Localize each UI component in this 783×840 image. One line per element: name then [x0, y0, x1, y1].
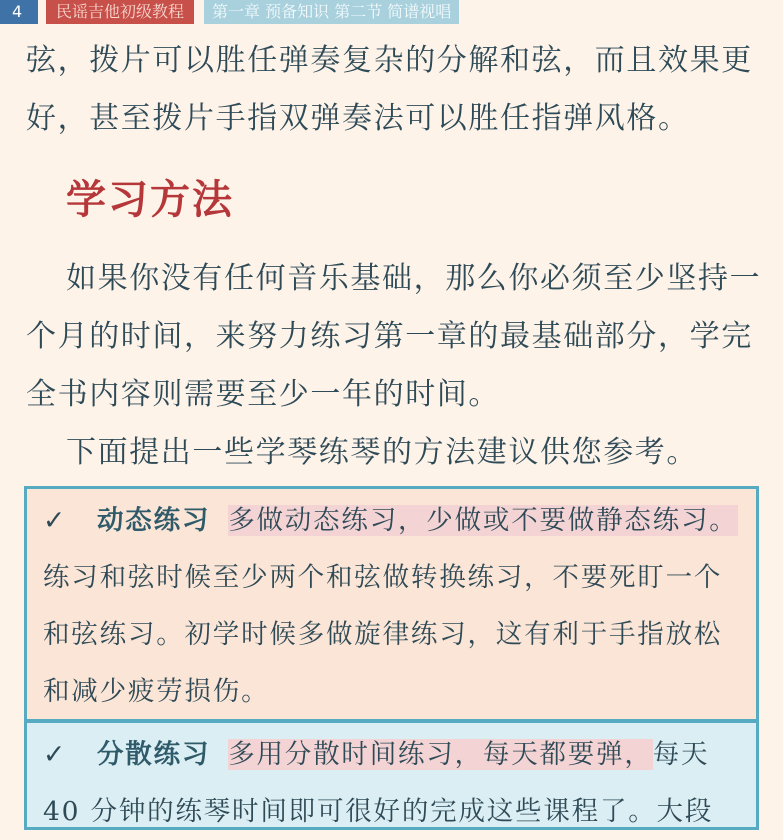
tip-label: 分散练习 [97, 739, 211, 770]
paragraph-foundation: 如果你没有任何音乐基础，那么你必须至少坚持一个月的时间，来努力练习第一章的最基础部分，学完全书内容则需要至少一年的时间。 [26, 261, 762, 412]
tip-body: 每天40 分钟的练琴时间即可很好的完成这些课程了。大段 [43, 739, 714, 827]
tip-text [43, 489, 742, 720]
tip-box-dynamic-practice [24, 486, 759, 722]
chapter-breadcrumb: 第一章 预备知识 第二节 简谱视唱 [204, 0, 459, 24]
tip-label: 动态练习 [97, 505, 211, 536]
page-header [0, 0, 783, 24]
tip-box-spread-practice [24, 720, 759, 830]
tip-text [43, 723, 742, 840]
tip-body: 练习和弦时候至少两个和弦做转换练习，不要死盯一个和弦练习。初学时候多做旋律练习，这有利于手指放松和减少疲劳损伤。 [43, 562, 723, 707]
checkmark-icon: ✓ [43, 505, 68, 536]
tip-highlight: 多用分散时间练习，每天都要弹， [228, 739, 653, 770]
tip-highlight: 多做动态练习，少做或不要做静态练习。 [228, 505, 738, 536]
paragraph-suggestions: 下面提出一些学琴练琴的方法建议供您参考。 [66, 435, 698, 470]
intro-continuation: 弦，拨片可以胜任弹奏复杂的分解和弦，而且效果更好，甚至拨片手指双弹奏法可以胜任指弹风格。 [26, 43, 753, 136]
page-number: 4 [0, 0, 38, 24]
section-title: 学习方法 [66, 177, 234, 223]
book-title: 民谣吉他初级教程 [46, 0, 194, 24]
checkmark-icon: ✓ [43, 739, 68, 770]
